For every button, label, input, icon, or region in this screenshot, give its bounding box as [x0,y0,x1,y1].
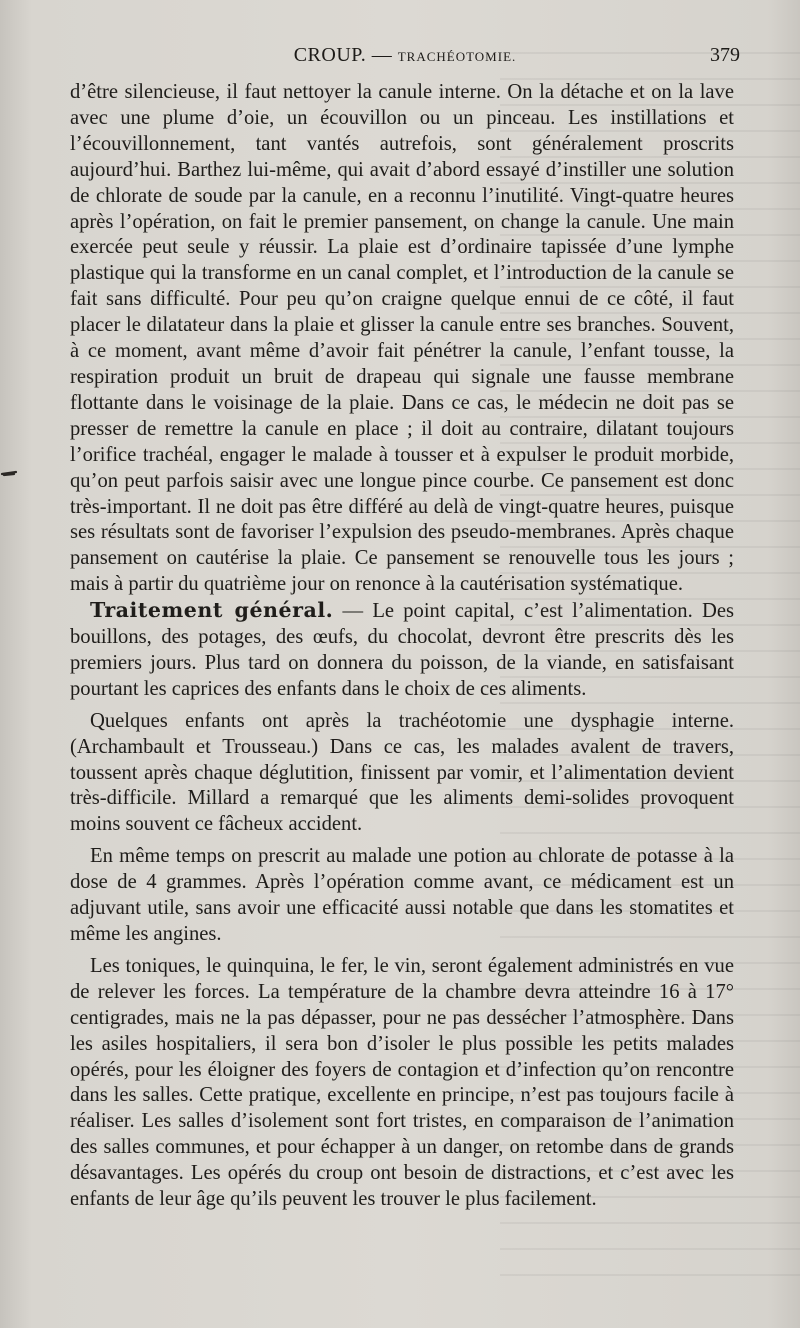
paragraph-pansement: d’être silencieuse, il faut nettoyer la canule interne. On la détache et on la lave avec une plume d’oie, un écouvillon ou un pinceau. Les instillations et l’écouvillonnement, tant vantés autrefois, sont généralement proscrits aujourd’hui. Barthez lui-même, qui avait d’abord essayé d’instiller une solution de chlorate de soude par la canule, en a reconnu l’inutilité. Vingt-quatre heures après l’opération, on fait le premier pansement, on change la canule. Une main exercée peut seule y réussir. La plaie est d’ordinaire tapissée d’une lymphe plastique qui la transforme en un canal complet, et l’introduction de la canule se fait sans difficulté. Pour peu qu’on craigne quelque ennui de ce côté, il faut placer le dilatateur dans la plaie et glisser la canule entre ses branches. Souvent, à ce moment, avant même d’avoir fait pénétrer la canule, l’enfant tousse, la respiration produit un bruit de drapeau qui signale une fausse membrane flottante dans le voisinage de la plaie. Dans ce cas, le médecin ne doit pas se presser de remettre la canule en place ; il doit au contraire, dilatant toujours l’orifice trachéal, engager le malade à tousser et à expulser le produit morbide, qu’on peut parfois saisir avec une longue pince courbe. Ce pansement est donc très-important. Il ne doit pas être différé au delà de vingt-quatre heures, puisque ses résultats sont de favoriser l’expulsion des pseudo-membranes. Après chaque pansement on cautérise la plaie. Ce pansement se renouvelle tous les jours ; mais à partir du quatrième jour on renonce à la cautérisation systématique. [70,81,734,596]
paragraph-toniques: Les toniques, le quinquina, le fer, le vin, seront également administrés en vue de relever les forces. La température de la chambre devra atteindre 16 à 17° centigrades, mais ne la pas dépasser, pour ne pas dessécher l’atmosphère. Dans les asiles hospitaliers, il sera bon d’isoler le plus possible les petits malades opérés, pour les éloigner des foyers de contagion et d’infection qu’on rencontre dans les salles. Cette pratique, excellente en principe, n’est pas toujours facile à réaliser. Les salles d’isolement sont fort tristes, en comparaison de l’animation des salles communes, et pour échapper à un danger, on retombe dans de grands désavantages. Les opérés du croup ont besoin de distractions, et c’est avec les enfants de leur âge qu’ils peuvent les trouver le plus facilement. [70,954,734,1211]
margin-pencil-mark [0,466,22,480]
page-number: 379 [710,44,740,66]
paragraph-dysphagie: Quelques enfants ont après la trachéotomie une dysphagie interne. (Archambault et Trousseau.) Dans ce cas, les malades avalent de travers, toussent après chaque déglutition, finissent par vomir, et l’alimentation devient très-difficile. Millard a remarqué que les aliments demi-solides provoquent moins souvent ce fâcheux accident. [70,709,734,836]
running-title [70,44,740,67]
running-title-main: CROUP. — [293,44,393,66]
paragraph-traitement-general [70,598,734,703]
body-text [70,80,734,1213]
paragraph-traitement-text: — Le point capital, c’est l’alimentation. Des bouillons, des potages, des œufs, du chocolat, devront être prescrits dès les premiers jours. Plus tard on donnera du poisson, de la viande, en satisfaisant pourtant les caprices des enfants dans le choix de ces aliments. [70,600,734,700]
running-header [70,44,740,74]
running-title-subject: TRACHÉOTOMIE. [397,49,517,64]
paragraph-chlorate: En même temps on prescrit au malade une potion au chlorate de potasse à la dose de 4 grammes. Après l’opération comme avant, ce médicament est un adjuvant utile, sans avoir une efficacité aussi notable que dans les stomatites et même les angines. [70,845,734,945]
section-heading-traitement-general: Traitement général. [90,598,334,623]
